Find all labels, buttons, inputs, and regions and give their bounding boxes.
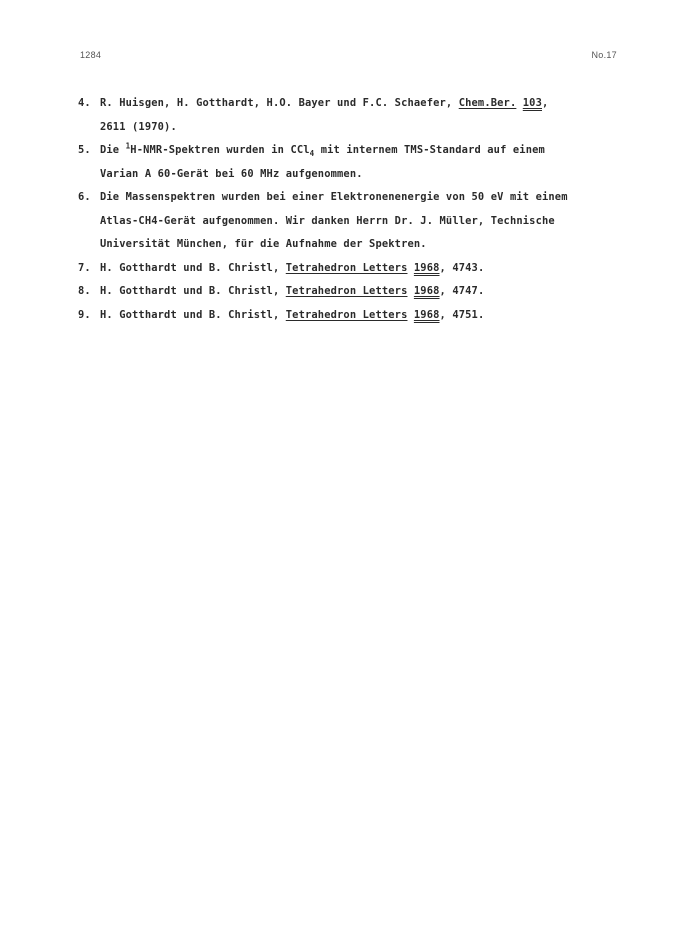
reference-authors: H. Gotthardt und B. Christl, [100, 308, 286, 321]
reference-year: 1968 [413, 261, 440, 274]
reference-5-line-1: 5. Die $^1$H-NMR-Spektren wurden in CCl$_4$ mit internem TMS-Standard auf einem [78, 139, 618, 163]
reference-9 [78, 304, 618, 328]
reference-page: , 4751. [439, 308, 485, 321]
reference-page: , 4747. [439, 285, 485, 297]
reference-number: 4. [78, 97, 91, 109]
reference-6-line-3 [78, 233, 618, 257]
reference-6-line-1 [78, 186, 618, 210]
reference-7 [78, 257, 618, 281]
reference-4-line-2 [78, 116, 618, 140]
volume-number: 103 [522, 97, 542, 109]
reference-4-line-1: 4. R. Huisgen, H. Gotthardt, H.O. Bayer und F.C. Schaefer, Chem.Ber. 103, [78, 92, 618, 116]
reference-6-line-2 [78, 210, 618, 234]
reference-8 [78, 280, 618, 304]
reference-number: 5. [78, 144, 91, 156]
journal-name: Tetrahedron Letters [285, 261, 408, 274]
reference-5-line-2 [78, 163, 618, 187]
subscript: 4 [309, 149, 315, 159]
superscript: 1 [125, 141, 131, 151]
reference-number: 8. [78, 285, 91, 297]
reference-number: 7. [78, 261, 91, 274]
reference-number: 6. [78, 191, 91, 203]
journal-name: Tetrahedron Letters [285, 308, 408, 321]
issue-number: No.17 [591, 50, 617, 60]
reference-list [78, 92, 618, 327]
journal-name: Chem.Ber. [458, 97, 517, 109]
reference-page: , 4743. [439, 261, 485, 274]
page-number: 1284 [80, 50, 102, 60]
reference-year: 1968 [413, 308, 440, 321]
reference-text: Die Massenspektren wurden bei einer Elektronenenergie von 50 eV mit einem [100, 191, 568, 203]
reference-text: Universität München, für die Aufnahme der Spektren. [100, 238, 427, 250]
reference-text: Varian A 60-Gerät bei 60 MHz aufgenommen. [100, 167, 363, 180]
journal-name: Tetrahedron Letters [285, 285, 408, 297]
reference-authors: H. Gotthardt und B. Christl, [100, 261, 286, 274]
page-header [80, 50, 617, 64]
reference-authors: R. Huisgen, H. Gotthardt, H.O. Bayer und F.C. Schaefer, [100, 97, 459, 109]
reference-text: 2611 (1970). [100, 120, 177, 133]
reference-authors: H. Gotthardt und B. Christl, [100, 285, 286, 297]
reference-text: Atlas-CH4-Gerät aufgenommen. Wir danken Herrn Dr. J. Müller, Technische [100, 214, 555, 227]
reference-number: 9. [78, 308, 91, 321]
reference-year: 1968 [413, 285, 440, 297]
